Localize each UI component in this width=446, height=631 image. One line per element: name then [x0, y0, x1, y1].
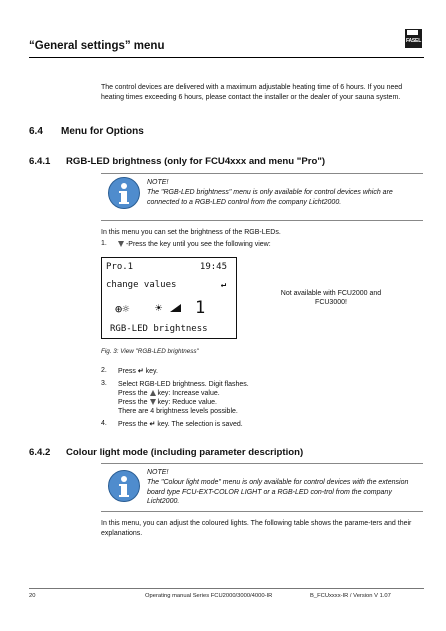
- section-6-4-1-title: RGB-LED brightness (only for FCU4xxx and menu "Pro"): [66, 156, 326, 167]
- enter-key-icon: ↵: [149, 421, 156, 428]
- step-4-pre: Press the: [118, 421, 150, 428]
- note2-text: The "Colour light mode" menu is only available for control devices with the extension board type FCU-EXT-COLOR LIGHT or a RGB-LED con-trol from the company Licht2000.: [147, 479, 409, 506]
- lcd-program: Pro.1: [106, 262, 134, 272]
- lcd-light-icon: ⊕☼: [115, 302, 130, 316]
- step-1-text: [118, 240, 271, 249]
- info-icon: [108, 470, 140, 502]
- colour-intro: In this menu, you can adjust the coloured lights. The following table shows the parame-ters and their explanations.: [101, 520, 412, 537]
- logo-mark: [407, 30, 418, 35]
- note2-label: NOTE!: [147, 469, 169, 476]
- step-3-press-label-2: Press the: [118, 399, 150, 406]
- step-4-post: key. The selection is saved.: [155, 421, 243, 428]
- section-6-4-number: 6.4: [29, 126, 43, 137]
- info-icon: [108, 177, 140, 209]
- step-3-line-2: [118, 389, 220, 398]
- fasel-logo: [405, 29, 422, 48]
- note1-label: NOTE!: [147, 179, 169, 186]
- step-4-number: 4.: [101, 420, 107, 427]
- step-2-pre: Press: [118, 368, 138, 375]
- footer-version: B_FCUxxxx-IR / Version V 1.07: [310, 593, 391, 599]
- enter-key-icon: ↵: [137, 368, 144, 375]
- step-1-label: -Press the key until you see the following view:: [124, 241, 271, 248]
- footer-rule: [29, 588, 424, 589]
- step-1-number: 1.: [101, 240, 107, 247]
- lcd-display: [101, 257, 237, 339]
- footer-page-number: 20: [29, 593, 36, 599]
- step-3-reduce-label: key: Reduce value.: [155, 399, 217, 406]
- note1-text: The "RGB-LED brightness" menu is only available for control devices which are connected to a RGB-LED control from the company Licht2000.: [147, 189, 393, 206]
- step-3-number: 3.: [101, 380, 107, 387]
- step-3-line-1: Select RGB-LED brightness. Digit flashes.: [118, 381, 249, 388]
- intro-paragraph: The control devices are delivered with a maximum adjustable heating time of 6 hours. If you need heating times exceeding 6 hours, please contact the installer or the dealer of your sauna system.: [101, 84, 403, 101]
- section-6-4-2-title: Colour light mode (including parameter description): [66, 447, 304, 458]
- availability-note: Not available with FCU2000 and FCU3000!: [280, 290, 382, 307]
- note1-top-rule: [101, 173, 423, 174]
- note2-top-rule: [101, 463, 423, 464]
- page-header-title: “General settings” menu: [29, 40, 165, 52]
- header-rule: [29, 57, 424, 58]
- note1-bottom-rule: [101, 220, 423, 221]
- logo-text: FASEL: [405, 38, 422, 44]
- lcd-time: 19:45: [199, 262, 227, 272]
- step-2-number: 2.: [101, 367, 107, 374]
- step-2-post: key.: [143, 368, 158, 375]
- section-6-4-title: Menu for Options: [61, 126, 144, 137]
- step-3-press-label: Press the: [118, 390, 150, 397]
- section-6-4-1-number: 6.4.1: [29, 156, 51, 167]
- lcd-menu-label: RGB-LED brightness: [110, 324, 208, 334]
- lcd-change-values: change values: [106, 280, 177, 290]
- figure-caption: Fig. 3: View "RGB-LED brightness": [101, 348, 199, 355]
- step-3-line-4: There are 4 brightness levels possible.: [118, 408, 238, 415]
- brightness-intro: In this menu you can set the brightness of the RGB-LEDs.: [101, 229, 281, 236]
- step-2-text: [118, 367, 158, 376]
- step-3-line-3: [118, 398, 217, 407]
- lcd-enter-icon: ↵: [220, 280, 226, 290]
- lcd-level-wedge-icon: [170, 304, 181, 312]
- step-4-text: [118, 420, 243, 429]
- note2-bottom-rule: [101, 511, 423, 512]
- step-3-increase-label: key: Increase value.: [155, 390, 220, 397]
- lcd-brightness-value: 1: [195, 298, 206, 318]
- section-6-4-2-number: 6.4.2: [29, 447, 51, 458]
- footer-manual-title: Operating manual Series FCU2000/3000/4000-IR: [145, 593, 273, 599]
- lcd-brightness-icon: ☀: [155, 301, 163, 315]
